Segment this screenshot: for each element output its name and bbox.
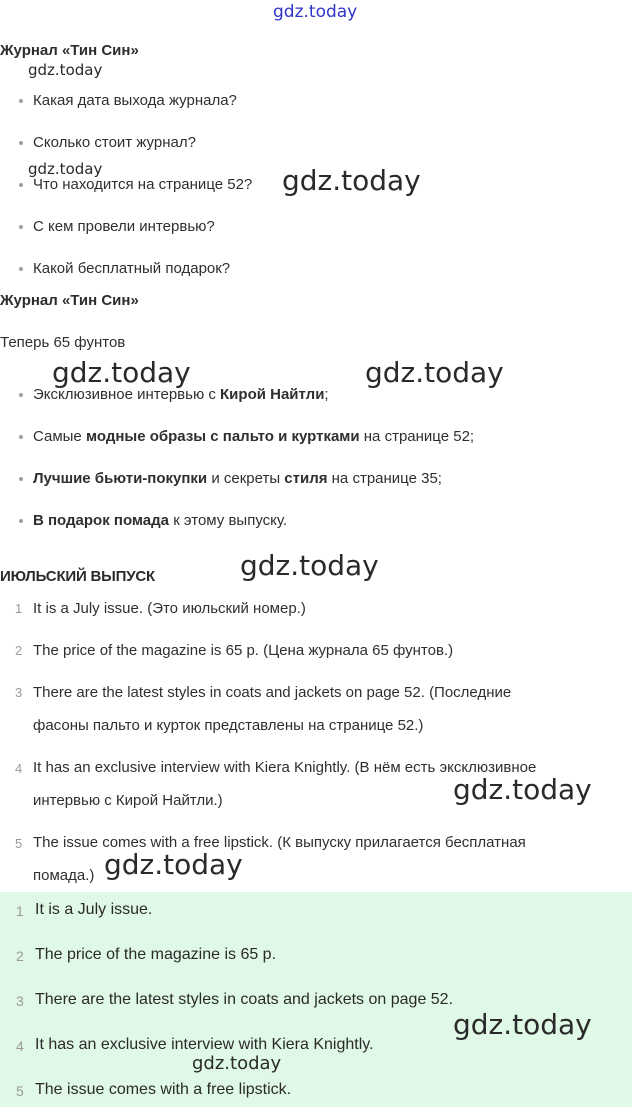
answer-number: 4 (16, 1038, 24, 1054)
question-item: Что находится на странице 52? (33, 176, 253, 193)
answer-line: The issue comes with a free lipstick. (35, 1081, 292, 1098)
list-item-line: There are the latest styles in coats and jackets on page 52. (Последние (33, 684, 512, 701)
watermark: gdz.today (282, 164, 421, 197)
bullet (19, 519, 23, 523)
list-number: 1 (15, 601, 23, 616)
watermark: gdz.today (52, 356, 191, 389)
list-item-line: The price of the magazine is 65 p. (Цена журнала 65 фунтов.) (33, 642, 454, 659)
bullet (19, 267, 23, 271)
watermark: gdz.today (28, 160, 103, 178)
bullet (19, 141, 23, 145)
list-item-line: помада.) (33, 867, 95, 884)
feature-bold: Лучшие бьюти-покупки (33, 470, 208, 487)
answer-number: 3 (16, 993, 24, 1009)
feature-text: ; (324, 386, 329, 403)
list-number: 2 (15, 643, 23, 658)
bullet (19, 477, 23, 481)
list-item-line: The issue comes with a free lipstick. (К выпуску прилагается бесплатная (33, 834, 526, 851)
question-item: Сколько стоит журнал? (33, 134, 196, 151)
feature-item (33, 470, 442, 487)
feature-text: на странице 52; (359, 428, 475, 445)
question-item: Какая дата выхода журнала? (33, 92, 237, 109)
answer-number: 5 (16, 1083, 24, 1099)
feature-item (33, 386, 329, 403)
answer-line: It is a July issue. (35, 901, 153, 918)
watermark: gdz.today (365, 356, 504, 389)
list-number: 5 (15, 836, 23, 851)
feature-bold: Кирой Найтли (220, 386, 325, 403)
watermark: gdz.today (453, 773, 592, 806)
feature-bold: В подарок помада (33, 512, 170, 529)
bullet (19, 183, 23, 187)
feature-text: к этому выпуску. (169, 512, 288, 529)
watermark: gdz.today (240, 549, 379, 582)
bullet (19, 99, 23, 103)
watermark: gdz.today (104, 848, 243, 881)
section2-title: Журнал «Тин Син» (0, 292, 139, 309)
price-line: Теперь 65 фунтов (0, 334, 126, 351)
answer-number: 2 (16, 948, 24, 964)
watermark: gdz.today (28, 61, 103, 79)
answer-number: 1 (16, 903, 24, 919)
feature-text: Самые (33, 428, 86, 445)
answer-line: There are the latest styles in coats and jackets on page 52. (35, 991, 454, 1008)
list-item-line: It has an exclusive interview with Kiera Knightly. (В нём есть эксклюзивное (33, 759, 537, 776)
watermark-top: gdz.today (273, 2, 358, 22)
list-item-line: интервью с Кирой Найтли.) (33, 792, 223, 809)
feature-text: Эксклюзивное интервью с (33, 386, 221, 403)
watermark: gdz.today (453, 1008, 592, 1041)
feature-bold: стиля (284, 470, 328, 487)
bullet (19, 393, 23, 397)
list-number: 3 (15, 685, 23, 700)
issue-heading: ИЮЛЬСКИЙ ВЫПУСК (0, 568, 155, 585)
question-item: С кем провели интервью? (33, 218, 215, 235)
bullet (19, 435, 23, 439)
list-item-line: фасоны пальто и курток представлены на странице 52.) (33, 717, 424, 734)
answer-line: The price of the magazine is 65 p. (35, 946, 277, 963)
feature-bold: модные образы с пальто и куртками (85, 428, 360, 445)
list-number: 4 (15, 761, 23, 776)
feature-item (33, 428, 474, 445)
feature-text: и секреты (207, 470, 285, 487)
list-item-line: It is a July issue. (Это июльский номер.) (33, 600, 306, 617)
section1-title: Журнал «Тин Син» (0, 42, 139, 59)
question-item: Какой бесплатный подарок? (33, 260, 231, 277)
bullet (19, 225, 23, 229)
answer-line: It has an exclusive interview with Kiera Knightly. (35, 1036, 374, 1053)
watermark: gdz.today (192, 1053, 282, 1074)
feature-text: на странице 35; (327, 470, 442, 487)
feature-item (33, 512, 287, 529)
